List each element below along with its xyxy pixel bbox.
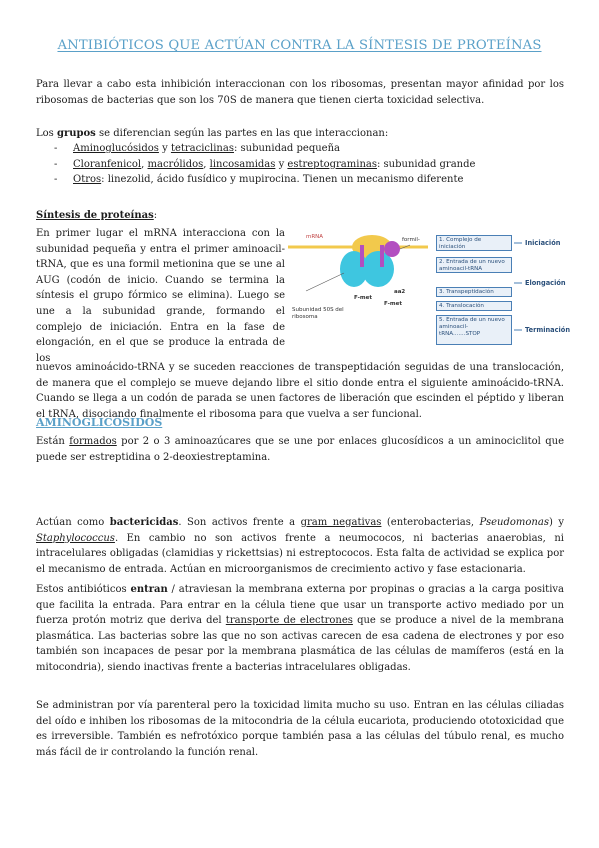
amino-paragraph-3 [36,582,564,676]
group-desc: : subunidad grande [376,158,476,170]
groups-lead-text: Los [36,128,57,139]
text-underlined: formados [69,436,117,447]
mrna-label: mRNA [306,234,324,240]
text-italic: Pseudomonas [479,517,549,528]
text-run: . Son activos frente a [178,517,301,528]
sintesis-rest: nuevos aminoácido-tRNA y se suceden reacciones de transpeptidación seguidas de una translocación, de manera que el complejo se mueve dejando libre el sitio donde entra el siguiente aminoácido-tRNA. Cuando se llega a un codón de parada se unen factores de liberación que escinden el péptido y liberan el tRNA, disociando finalmente el ribosoma para que vuelva a ser funcional. [36,362,564,420]
phase-terminacion: Terminación [525,326,571,334]
intro-paragraph: Para llevar a cabo esta inhibición interaccionan con los ribosomas, presentan mayor afinidad por los ribosomas de bacterias que son los 70S de manera que tienen cierta toxicidad selectiva. [36,79,564,106]
groups-lead-rest: se diferencian según las partes en las que interaccionan: [95,128,389,139]
group-sep: y [275,158,288,170]
list-item [54,172,564,188]
aminoglicosidos-heading: AMINOGLICÓSIDOS [36,416,163,429]
text-bold: entran [130,584,168,595]
group-term: tetraciclinas [170,143,234,154]
step-5-box: 5. Entrada de un nuevo aminoacil-tRNA.......STOP [436,315,512,345]
group-sep: y [158,143,171,154]
group-term: Otros [73,174,102,186]
sintesis-heading [36,210,157,221]
text-run: Estos antibióticos [36,584,131,595]
group-sep: , [141,158,148,170]
aminoacid [384,241,400,257]
text-italic: Staphylococcus [36,532,115,544]
text-run: . En cambio no son activos frente a neumococos, ni bacterias anaerobias, ni intracelulares obligadas (clamidias y rickettsias) ni estreptococos. Esta falta de actividad se explica por el mecanismo de entrada. Actúan en microorganismos de crecimiento activo y fase estacionaria. [36,532,564,575]
text-run: ) y [548,517,565,528]
phase-elongacion: Elongación [525,279,566,287]
amino-paragraph-1 [36,434,564,465]
text-underlined: transporte de electrones [225,615,353,627]
group-term: macrólidos [147,158,204,170]
amino-paragraph-4: Se administran por vía parenteral pero la toxicidad limita mucho su uso. Entran en las células ciliadas del oído e inhiben los ribosomas de la mitocondria de la célula eucariota, produciendo ototoxicidad que es irreversible. También es nefrotóxico porque también pasa a las células del túbulo renal, es mucho más fácil de ir controlando la función renal. [36,700,564,758]
groups-lead [36,126,564,142]
amino-paragraph-2 [36,515,564,577]
text-run: / atraviesan la membrana externa por propinas o gracias a la carga positiva que facilita la entrada. Para entrar en la célula tiene que usar un transporte activo mediado por un fuerza protón motriz que deriva del [36,584,565,627]
group-term: Cloranfenicol [73,158,142,170]
group-desc: : linezolid, ácido fusídico y mupirocina. Tienen un mecanismo diferente [101,174,464,186]
text-run: (enterobacterias, [381,517,480,528]
sintesis-left-text: En primer lugar el mRNA interacciona con la subunidad pequeña y entra el primer aminoacil-tRNA, que es una formil metionina que se une al AUG (codón de inicio. Cuando se termina la síntesis el grupo fórmico se elimina). Luego se une a la subunidad grande, formando el complejo de iniciación. Entra en la fase de elongación, en el que se produce la entrada de los [36,228,285,364]
phase-iniciacion: Iniciación [525,239,561,247]
step-2-box: 2. Entrada de un nuevo aminoacil-tRNA [436,257,512,273]
step-4-box: 4. Translocación [436,301,512,311]
sintesis-heading-text: Síntesis de proteínas [36,210,154,221]
sintesis-heading-colon: : [153,210,158,221]
text-run: Están [36,436,70,447]
text-underlined: gram negativas [300,517,382,528]
step-1-box: 1. Complejo de iniciación [436,235,512,251]
fmet-label-2: F-met [384,301,402,307]
protein-synthesis-figure [288,223,571,355]
text-run: por 2 o 3 aminoazúcares que se une por enlaces glucosídicos a un aminociclitol que puede ser estreptidina o 2-deoxiestreptamina. [36,436,565,463]
trna-2 [380,245,384,267]
aa2-label: aa2 [394,289,406,295]
page-title: ANTIBIÓTICOS QUE ACTÚAN CONTRA LA SÍNTESIS DE PROTEÍNAS [57,38,542,53]
groups-lead-bold: grupos [56,128,96,139]
group-term: lincosamidas [209,158,276,170]
text-run: Actúan como [36,517,110,528]
text-run: que se produce a nivel de la membrana plasmática. Las bacterias sobre las que no son activas carecen de esa cadena de electrones y por eso también son incapaces de pesar por la membrana plasmática de las células de mamíferos (está en la mitocondria), siendo inactivas frente a bacterias intracelulares obligadas. [36,615,565,673]
step-3-box: 3. Transpeptidación [436,287,512,297]
subunit-pointer [306,273,344,291]
groups-list [54,141,564,188]
group-desc: : subunidad pequeña [233,143,340,154]
formil-label: formil- [402,237,420,243]
list-item [54,141,564,157]
list-item [54,157,564,173]
fmet-label: F-met [354,295,372,301]
group-term: estreptograminas [287,158,377,170]
text-bold: bactericidas [109,517,179,528]
subunit-label: Subunidad 50S del ribosoma [292,307,344,320]
group-sep: , [203,158,210,170]
group-term: Aminoglucósidos [73,143,159,154]
trna-1 [360,245,364,267]
